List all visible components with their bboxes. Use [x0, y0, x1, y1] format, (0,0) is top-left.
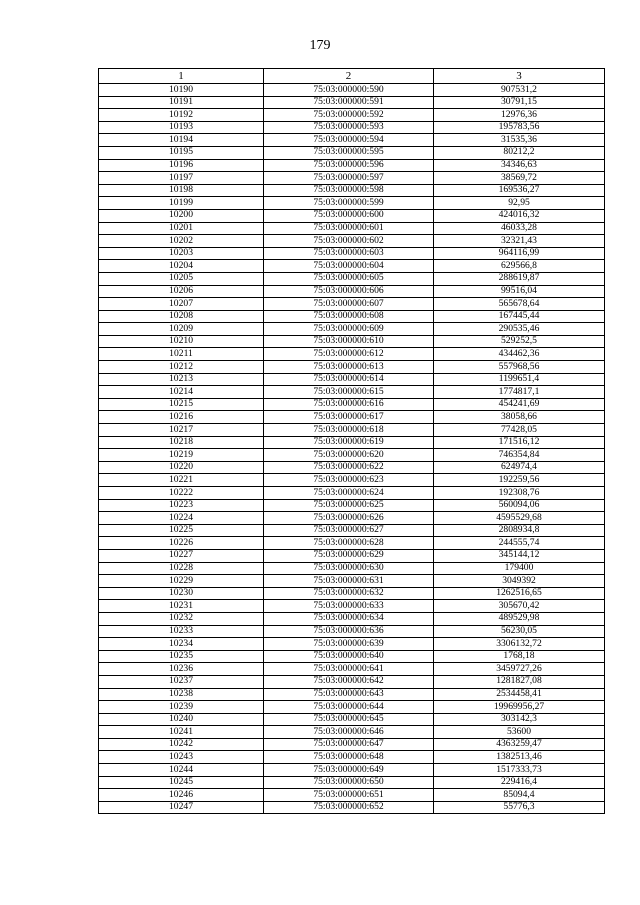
table-row	[99, 197, 605, 210]
table-row	[99, 600, 605, 613]
table-row	[99, 411, 605, 424]
table-row	[99, 335, 605, 348]
table-cell: 34346,63	[434, 159, 605, 172]
table-cell: 10225	[99, 524, 264, 537]
table-row	[99, 184, 605, 197]
table-cell: 10235	[99, 650, 264, 663]
table-cell: 10219	[99, 449, 264, 462]
table-cell: 75:03:000000:594	[264, 134, 434, 147]
table-cell: 75:03:000000:649	[264, 764, 434, 777]
table-row	[99, 398, 605, 411]
table-cell: 10233	[99, 625, 264, 638]
table-cell: 746354,84	[434, 449, 605, 462]
table-cell: 10191	[99, 96, 264, 109]
table-cell: 10216	[99, 411, 264, 424]
table-row	[99, 348, 605, 361]
table-cell: 171516,12	[434, 436, 605, 449]
table-row	[99, 461, 605, 474]
table-cell: 10218	[99, 436, 264, 449]
table-row	[99, 537, 605, 550]
table-cell: 10240	[99, 713, 264, 726]
table-cell: 629566,8	[434, 260, 605, 273]
table-cell: 46033,28	[434, 222, 605, 235]
table-cell: 345144,12	[434, 549, 605, 562]
table-row	[99, 84, 605, 97]
table-cell: 1199651,4	[434, 373, 605, 386]
table-cell: 75:03:000000:628	[264, 537, 434, 550]
table-row	[99, 487, 605, 500]
table-cell: 10231	[99, 600, 264, 613]
table-cell: 10223	[99, 499, 264, 512]
table-cell: 75:03:000000:600	[264, 209, 434, 222]
table-row	[99, 424, 605, 437]
table-cell: 565678,64	[434, 298, 605, 311]
table-cell: 244555,74	[434, 537, 605, 550]
table-cell: 75:03:000000:636	[264, 625, 434, 638]
table-cell: 75:03:000000:617	[264, 411, 434, 424]
table-cell: 10194	[99, 134, 264, 147]
table-cell: 288619,87	[434, 272, 605, 285]
table-cell: 624974,4	[434, 461, 605, 474]
table-cell: 10242	[99, 738, 264, 751]
table-cell: 75:03:000000:608	[264, 310, 434, 323]
table-cell: 75:03:000000:602	[264, 235, 434, 248]
table-cell: 75:03:000000:650	[264, 776, 434, 789]
table-cell: 99516,04	[434, 285, 605, 298]
table-cell: 167445,44	[434, 310, 605, 323]
table-cell: 75:03:000000:648	[264, 751, 434, 764]
table-row	[99, 688, 605, 701]
table-row	[99, 247, 605, 260]
table-row	[99, 751, 605, 764]
table-cell: 169536,27	[434, 184, 605, 197]
table-cell: 454241,69	[434, 398, 605, 411]
table-cell: 75:03:000000:597	[264, 172, 434, 185]
table-row	[99, 738, 605, 751]
table-row	[99, 726, 605, 739]
table-cell: 424016,32	[434, 209, 605, 222]
table-row	[99, 436, 605, 449]
table-cell: 10200	[99, 209, 264, 222]
table-cell: 10234	[99, 638, 264, 651]
table-cell: 3049392	[434, 575, 605, 588]
table-cell: 32321,43	[434, 235, 605, 248]
table-cell: 75:03:000000:590	[264, 84, 434, 97]
table-cell: 75:03:000000:615	[264, 386, 434, 399]
table-cell: 75:03:000000:593	[264, 121, 434, 134]
table-cell: 10211	[99, 348, 264, 361]
table-cell: 10193	[99, 121, 264, 134]
table-cell: 10190	[99, 84, 264, 97]
table-cell: 75:03:000000:633	[264, 600, 434, 613]
table-row	[99, 272, 605, 285]
table-row	[99, 701, 605, 714]
table-cell: 10206	[99, 285, 264, 298]
table-cell: 10220	[99, 461, 264, 474]
table-cell: 10198	[99, 184, 264, 197]
table-cell: 1774817,1	[434, 386, 605, 399]
table-cell: 75:03:000000:592	[264, 109, 434, 122]
table-cell: 1768,18	[434, 650, 605, 663]
table-cell: 75:03:000000:622	[264, 461, 434, 474]
table-cell: 53600	[434, 726, 605, 739]
table-row	[99, 587, 605, 600]
table-cell: 30791,15	[434, 96, 605, 109]
table-cell: 10213	[99, 373, 264, 386]
table-row	[99, 209, 605, 222]
table-cell: 75:03:000000:591	[264, 96, 434, 109]
table-row	[99, 285, 605, 298]
table-row	[99, 146, 605, 159]
table-cell: 75:03:000000:641	[264, 663, 434, 676]
table-cell: 75:03:000000:651	[264, 789, 434, 802]
table-cell: 10209	[99, 323, 264, 336]
table-cell: 19969956,27	[434, 701, 605, 714]
table-row	[99, 612, 605, 625]
table-cell: 10203	[99, 247, 264, 260]
table-header-row	[99, 69, 605, 84]
column-header-3: 3	[434, 69, 605, 84]
data-table	[98, 68, 605, 814]
table-cell: 179400	[434, 562, 605, 575]
table-cell: 75:03:000000:626	[264, 512, 434, 525]
table-cell: 434462,36	[434, 348, 605, 361]
table-cell: 38058,66	[434, 411, 605, 424]
table-cell: 907531,2	[434, 84, 605, 97]
table-cell: 10239	[99, 701, 264, 714]
table-row	[99, 713, 605, 726]
table-row	[99, 386, 605, 399]
table-row	[99, 159, 605, 172]
table-cell: 75:03:000000:627	[264, 524, 434, 537]
table-row	[99, 121, 605, 134]
table-cell: 10204	[99, 260, 264, 273]
table-cell: 75:03:000000:599	[264, 197, 434, 210]
table-cell: 75:03:000000:647	[264, 738, 434, 751]
table-cell: 489529,98	[434, 612, 605, 625]
table-cell: 305670,42	[434, 600, 605, 613]
table-row	[99, 449, 605, 462]
column-header-1: 1	[99, 69, 264, 84]
table-cell: 10245	[99, 776, 264, 789]
table-row	[99, 512, 605, 525]
table-cell: 75:03:000000:643	[264, 688, 434, 701]
table-cell: 10221	[99, 474, 264, 487]
table-cell: 38569,72	[434, 172, 605, 185]
table-cell: 303142,3	[434, 713, 605, 726]
table-cell: 75:03:000000:634	[264, 612, 434, 625]
table-cell: 10238	[99, 688, 264, 701]
table-row	[99, 373, 605, 386]
table-cell: 10224	[99, 512, 264, 525]
table-row	[99, 109, 605, 122]
table-cell: 10237	[99, 675, 264, 688]
table-row	[99, 172, 605, 185]
table-row	[99, 323, 605, 336]
table-cell: 10217	[99, 424, 264, 437]
table-cell: 56230,05	[434, 625, 605, 638]
table-cell: 75:03:000000:625	[264, 499, 434, 512]
table-cell: 10208	[99, 310, 264, 323]
table-cell: 75:03:000000:630	[264, 562, 434, 575]
table-cell: 10207	[99, 298, 264, 311]
table-cell: 10243	[99, 751, 264, 764]
table-body	[99, 84, 605, 814]
table-row	[99, 625, 605, 638]
table-cell: 557968,56	[434, 361, 605, 374]
table-cell: 75:03:000000:612	[264, 348, 434, 361]
table-cell: 10246	[99, 789, 264, 802]
table-cell: 92,95	[434, 197, 605, 210]
table-row	[99, 675, 605, 688]
table-cell: 75:03:000000:610	[264, 335, 434, 348]
table-cell: 10232	[99, 612, 264, 625]
table-cell: 192308,76	[434, 487, 605, 500]
table-row	[99, 776, 605, 789]
table-cell: 75:03:000000:624	[264, 487, 434, 500]
table-cell: 75:03:000000:614	[264, 373, 434, 386]
table-row	[99, 361, 605, 374]
table-cell: 10244	[99, 764, 264, 777]
table-cell: 4363259,47	[434, 738, 605, 751]
table-row	[99, 298, 605, 311]
table-cell: 75:03:000000:604	[264, 260, 434, 273]
table-row	[99, 474, 605, 487]
table-cell: 3306132,72	[434, 638, 605, 651]
table-row	[99, 134, 605, 147]
table-cell: 2534458,41	[434, 688, 605, 701]
table-row	[99, 310, 605, 323]
table-cell: 229416,4	[434, 776, 605, 789]
table-cell: 10205	[99, 272, 264, 285]
table-row	[99, 575, 605, 588]
table-cell: 10214	[99, 386, 264, 399]
table-cell: 85094,4	[434, 789, 605, 802]
table-cell: 192259,56	[434, 474, 605, 487]
table-cell: 195783,56	[434, 121, 605, 134]
table-cell: 75:03:000000:631	[264, 575, 434, 588]
table-row	[99, 222, 605, 235]
page-number: 179	[309, 38, 331, 53]
table-cell: 10210	[99, 335, 264, 348]
table-cell: 10192	[99, 109, 264, 122]
table-cell: 10196	[99, 159, 264, 172]
table-cell: 75:03:000000:601	[264, 222, 434, 235]
table-cell: 4595529,68	[434, 512, 605, 525]
table-cell: 529252,5	[434, 335, 605, 348]
table-row	[99, 96, 605, 109]
table-cell: 75:03:000000:616	[264, 398, 434, 411]
table-cell: 75:03:000000:644	[264, 701, 434, 714]
table-row	[99, 524, 605, 537]
table-cell: 10236	[99, 663, 264, 676]
table-cell: 75:03:000000:629	[264, 549, 434, 562]
table-cell: 31535,36	[434, 134, 605, 147]
table-cell: 10229	[99, 575, 264, 588]
table-cell: 10197	[99, 172, 264, 185]
table-cell: 10230	[99, 587, 264, 600]
table-cell: 75:03:000000:642	[264, 675, 434, 688]
table-cell: 75:03:000000:613	[264, 361, 434, 374]
table-row	[99, 499, 605, 512]
table-row	[99, 650, 605, 663]
column-header-2: 2	[264, 69, 434, 84]
table-cell: 10215	[99, 398, 264, 411]
table-cell: 75:03:000000:620	[264, 449, 434, 462]
table-row	[99, 235, 605, 248]
table-cell: 10199	[99, 197, 264, 210]
table-cell: 77428,05	[434, 424, 605, 437]
table-cell: 10228	[99, 562, 264, 575]
table-cell: 75:03:000000:623	[264, 474, 434, 487]
table-cell: 55776,3	[434, 801, 605, 814]
table-cell: 75:03:000000:606	[264, 285, 434, 298]
table-cell: 560094,06	[434, 499, 605, 512]
table-cell: 75:03:000000:639	[264, 638, 434, 651]
table-cell: 10226	[99, 537, 264, 550]
table-cell: 75:03:000000:645	[264, 713, 434, 726]
table-cell: 80212,2	[434, 146, 605, 159]
table-cell: 1382513,46	[434, 751, 605, 764]
table-row	[99, 789, 605, 802]
table-cell: 10241	[99, 726, 264, 739]
table-row	[99, 663, 605, 676]
table-cell: 75:03:000000:595	[264, 146, 434, 159]
table-cell: 75:03:000000:609	[264, 323, 434, 336]
table-cell: 10222	[99, 487, 264, 500]
table-cell: 2808934,8	[434, 524, 605, 537]
table-row	[99, 801, 605, 814]
table-cell: 1281827,08	[434, 675, 605, 688]
table-row	[99, 562, 605, 575]
table-cell: 75:03:000000:632	[264, 587, 434, 600]
table-cell: 75:03:000000:640	[264, 650, 434, 663]
table-cell: 1517333,73	[434, 764, 605, 777]
table-row	[99, 764, 605, 777]
table-cell: 290535,46	[434, 323, 605, 336]
table-cell: 75:03:000000:598	[264, 184, 434, 197]
table-cell: 75:03:000000:607	[264, 298, 434, 311]
table-cell: 75:03:000000:596	[264, 159, 434, 172]
table-cell: 12976,36	[434, 109, 605, 122]
table-row	[99, 260, 605, 273]
table-row	[99, 549, 605, 562]
table-cell: 10227	[99, 549, 264, 562]
table-row	[99, 638, 605, 651]
table-cell: 10202	[99, 235, 264, 248]
table-cell: 75:03:000000:652	[264, 801, 434, 814]
table-cell: 10201	[99, 222, 264, 235]
table-cell: 10247	[99, 801, 264, 814]
table-cell: 75:03:000000:619	[264, 436, 434, 449]
table-cell: 75:03:000000:646	[264, 726, 434, 739]
table-cell: 10212	[99, 361, 264, 374]
table-cell: 1262516,65	[434, 587, 605, 600]
table-cell: 964116,99	[434, 247, 605, 260]
table-cell: 75:03:000000:603	[264, 247, 434, 260]
table-cell: 75:03:000000:618	[264, 424, 434, 437]
table-cell: 75:03:000000:605	[264, 272, 434, 285]
table-cell: 10195	[99, 146, 264, 159]
table-cell: 3459727,26	[434, 663, 605, 676]
